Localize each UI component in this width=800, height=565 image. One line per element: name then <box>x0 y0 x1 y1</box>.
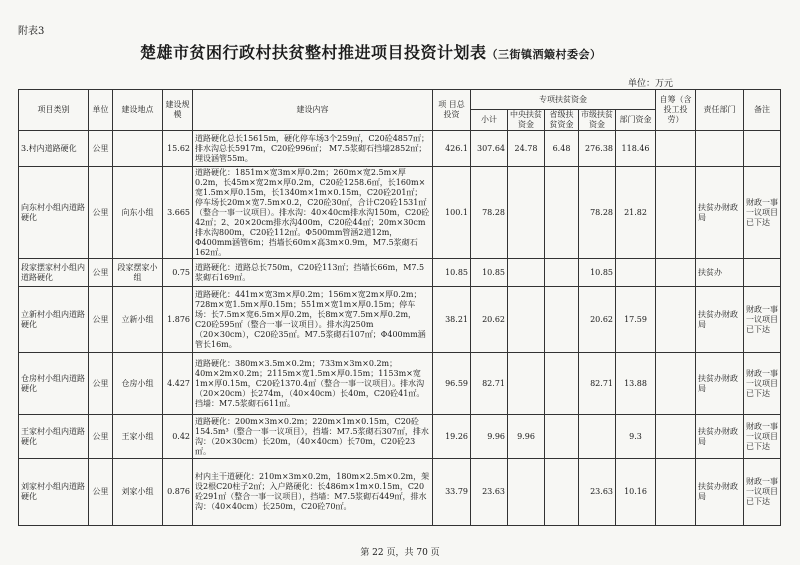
row-city: 82.71 <box>579 353 616 415</box>
row-location: 段家摆家小组 <box>113 259 163 287</box>
row-category: 向东村小组内道路硬化 <box>19 167 89 259</box>
row-scale: 3.665 <box>163 167 193 259</box>
row-category: 仓房村小组内道路硬化 <box>19 353 89 415</box>
row-scale: 0.42 <box>163 415 193 459</box>
row-remark: 财政一事一议项目已下达 <box>744 167 781 259</box>
header-content: 建设内容 <box>193 90 433 131</box>
row-remark <box>744 259 781 287</box>
row-location: 王家小组 <box>113 415 163 459</box>
row-self <box>656 459 696 526</box>
title-suffix: （三街镇洒簸村委会） <box>486 48 602 61</box>
row-scale: 15.62 <box>163 131 193 167</box>
row-city: 276.38 <box>579 131 616 167</box>
header-province: 省级扶贫资金 <box>545 110 579 131</box>
header-city: 市级扶贫资金 <box>579 110 616 131</box>
row-total: 426.1 <box>433 131 471 167</box>
row-self <box>656 353 696 415</box>
row-dept-resp: 扶贫办财政局 <box>696 415 744 459</box>
row-content: 道路硬化：道路总长750m，C20砼113㎡；挡墙长66m，M7.5浆砌石169㎡。 <box>193 259 433 287</box>
row-dept-resp: 扶贫办财政局 <box>696 287 744 353</box>
unit-label: 单位：万元 <box>628 79 674 89</box>
row-category: 立新村小组内道路硬化 <box>19 287 89 353</box>
row-dept: 17.59 <box>616 287 656 353</box>
row-total: 19.26 <box>433 415 471 459</box>
row-content: 道路硬化：200m×3m×0.2m；220m×1m×0.15m，C20砼154.5m³（整合一事一议项目），挡墙：M7.5浆砌石307㎡，排水沟：（20×30cm）长20m，（40×40cm）长70m，C20砼23㎡。 <box>193 415 433 459</box>
row-dept: 21.82 <box>616 167 656 259</box>
row-dept-resp: 扶贫办财政局 <box>696 353 744 415</box>
row-content: 道路硬化：380m×3.5m×0.2m；733m×3m×0.2m；40m×2m×0.2m；2115m×宽1.5m×厚0.15m；1153m×宽1m×厚0.15m，C20砼1370.4㎡（整合一事一议项目）。排水沟（20×20cm）长274m，（40×40cm）长40m，C20砼41㎡。挡墙：M7.5浆砌石611㎡。 <box>193 353 433 415</box>
row-dept-resp: 扶贫办财政局 <box>696 459 744 526</box>
header-scale: 建设规模 <box>163 90 193 131</box>
row-self <box>656 131 696 167</box>
row-dept: 9.3 <box>616 415 656 459</box>
header-dept: 部门资金 <box>616 110 656 131</box>
row-city: 23.63 <box>579 459 616 526</box>
row-self <box>656 415 696 459</box>
table-row <box>19 287 781 353</box>
row-province <box>545 353 579 415</box>
row-content: 道路硬化总长15615m，硬化停车场3个259㎡，C20砼4857㎡；排水沟总长5917m，C20砼996㎡； M7.5浆砌石挡墙2852㎡；埋设涵管55m。 <box>193 131 433 167</box>
row-dept <box>616 259 656 287</box>
row-total: 96.59 <box>433 353 471 415</box>
row-dept-resp: 扶贫办财政局 <box>696 167 744 259</box>
row-province: 6.48 <box>545 131 579 167</box>
row-total: 38.21 <box>433 287 471 353</box>
row-dept: 10.16 <box>616 459 656 526</box>
row-unit: 公里 <box>89 167 113 259</box>
row-category: 段家摆家村小组内道路硬化 <box>19 259 89 287</box>
header-row-1 <box>19 90 781 110</box>
row-category: 王家村小组内道路硬化 <box>19 415 89 459</box>
row-remark <box>744 131 781 167</box>
row-unit: 公里 <box>89 353 113 415</box>
title-main: 楚雄市贫困行政村扶贫整村推进项目投资计划表 <box>140 43 487 62</box>
row-subtotal: 23.63 <box>471 459 508 526</box>
table-row <box>19 167 781 259</box>
row-subtotal: 307.64 <box>471 131 508 167</box>
row-city: 20.62 <box>579 287 616 353</box>
row-scale: 0.75 <box>163 259 193 287</box>
header-total: 项 目总投资 <box>433 90 471 131</box>
table-row <box>19 259 781 287</box>
row-central <box>508 259 545 287</box>
row-category: 刘家村小组内道路硬化 <box>19 459 89 526</box>
header-category: 项目类别 <box>19 90 89 131</box>
row-city: 10.85 <box>579 259 616 287</box>
row-location: 刘家小组 <box>113 459 163 526</box>
row-unit: 公里 <box>89 259 113 287</box>
table-row <box>19 459 781 526</box>
header-remark: 备注 <box>744 90 781 131</box>
row-self <box>656 287 696 353</box>
row-dept-resp: 扶贫办 <box>696 259 744 287</box>
attachment-label: 附表3 <box>18 26 45 37</box>
row-total: 10.85 <box>433 259 471 287</box>
table-row <box>19 131 781 167</box>
row-scale: 1.876 <box>163 287 193 353</box>
investment-plan-table <box>18 89 781 526</box>
header-special-fund: 专项扶贫资金 <box>471 90 656 110</box>
row-remark: 财政一事一议项目已下达 <box>744 353 781 415</box>
row-dept: 118.46 <box>616 131 656 167</box>
row-location: 仓房小组 <box>113 353 163 415</box>
row-content: 村内主干道硬化：210m×3m×0.2m，180m×2.5m×0.2m，架设2根C20柱子2㎡；入户路硬化：长486m×1m×0.15m，C20砼291㎡（整合一事一议项目），挡墙：M7.5浆砌石449㎡，排水沟：（40×40cm）长250m，C20砼70㎡。 <box>193 459 433 526</box>
header-unit: 单位 <box>89 90 113 131</box>
row-content: 道路硬化：441m×宽3m×厚0.2m；156m×宽2m×厚0.2m；728m×宽1.5m×厚0.15m；551m×宽1m×厚0.15m；停车场：长7.5m×宽6.5m×厚0.2m，长8m×宽7.5m×厚0.2m，C20砼595㎡（整合一事一议项目）。排水沟250m（20×30cm），C20砼35㎡。M7.5浆砌石107㎡；Φ400mm涵管长16m。 <box>193 287 433 353</box>
row-subtotal: 20.62 <box>471 287 508 353</box>
row-content: 道路硬化：1851m×宽3m×厚0.2m；260m×宽2.5m×厚0.2m，长45m×宽2m×厚0.2m，C20砼1258.6㎡，长160m×宽1.5m×厚0.15m，长1340m×1m×0.15m，C20砼201㎡；停车场长20m×宽7.5m×0.2，C20砼30㎡，合计C20砼1531㎡（整合一事一议项目）。排水沟：40×40cm排水沟150m，C20砼42㎡；2、20×20cm排水沟400m，C20砼44㎡；20m×30cm排水沟800m，C20砼112㎡。Φ500mm管涵2道12m，Φ400mm涵管6m；挡墙长60m×高3m×0.9m，M7.5浆砌石162㎡。 <box>193 167 433 259</box>
row-self <box>656 167 696 259</box>
row-remark: 财政一事一议项目已下达 <box>744 459 781 526</box>
row-dept-resp <box>696 131 744 167</box>
row-subtotal: 82.71 <box>471 353 508 415</box>
row-city: 78.28 <box>579 167 616 259</box>
row-self <box>656 259 696 287</box>
row-total: 33.79 <box>433 459 471 526</box>
row-province <box>545 415 579 459</box>
row-remark: 财政一事一议项目已下达 <box>744 415 781 459</box>
row-central <box>508 167 545 259</box>
row-remark: 财政一事一议项目已下达 <box>744 287 781 353</box>
header-self: 自筹（含投工投劳） <box>656 90 696 131</box>
row-subtotal: 9.96 <box>471 415 508 459</box>
row-subtotal: 10.85 <box>471 259 508 287</box>
row-scale: 4.427 <box>163 353 193 415</box>
table-row <box>19 415 781 459</box>
row-city <box>579 415 616 459</box>
row-total: 100.1 <box>433 167 471 259</box>
row-central <box>508 287 545 353</box>
row-province <box>545 259 579 287</box>
row-scale: 0.876 <box>163 459 193 526</box>
row-central <box>508 353 545 415</box>
row-unit: 公里 <box>89 131 113 167</box>
page-number: 第 22 页，共 70 页 <box>360 548 440 558</box>
row-location: 向东小组 <box>113 167 163 259</box>
table-row <box>19 353 781 415</box>
header-location: 建设地点 <box>113 90 163 131</box>
row-unit: 公里 <box>89 287 113 353</box>
row-province <box>545 287 579 353</box>
row-category: 3.村内道路硬化 <box>19 131 89 167</box>
row-province <box>545 459 579 526</box>
row-central: 24.78 <box>508 131 545 167</box>
row-location <box>113 131 163 167</box>
page-title <box>140 40 602 63</box>
row-central: 9.96 <box>508 415 545 459</box>
row-province <box>545 167 579 259</box>
table-body <box>19 131 781 526</box>
row-dept: 13.88 <box>616 353 656 415</box>
row-location: 立新小组 <box>113 287 163 353</box>
row-unit: 公里 <box>89 415 113 459</box>
row-central <box>508 459 545 526</box>
row-subtotal: 78.28 <box>471 167 508 259</box>
row-unit: 公里 <box>89 459 113 526</box>
header-subtotal: 小计 <box>471 110 508 131</box>
header-central: 中央扶贫资金 <box>508 110 545 131</box>
header-dept-resp: 责任部门 <box>696 90 744 131</box>
